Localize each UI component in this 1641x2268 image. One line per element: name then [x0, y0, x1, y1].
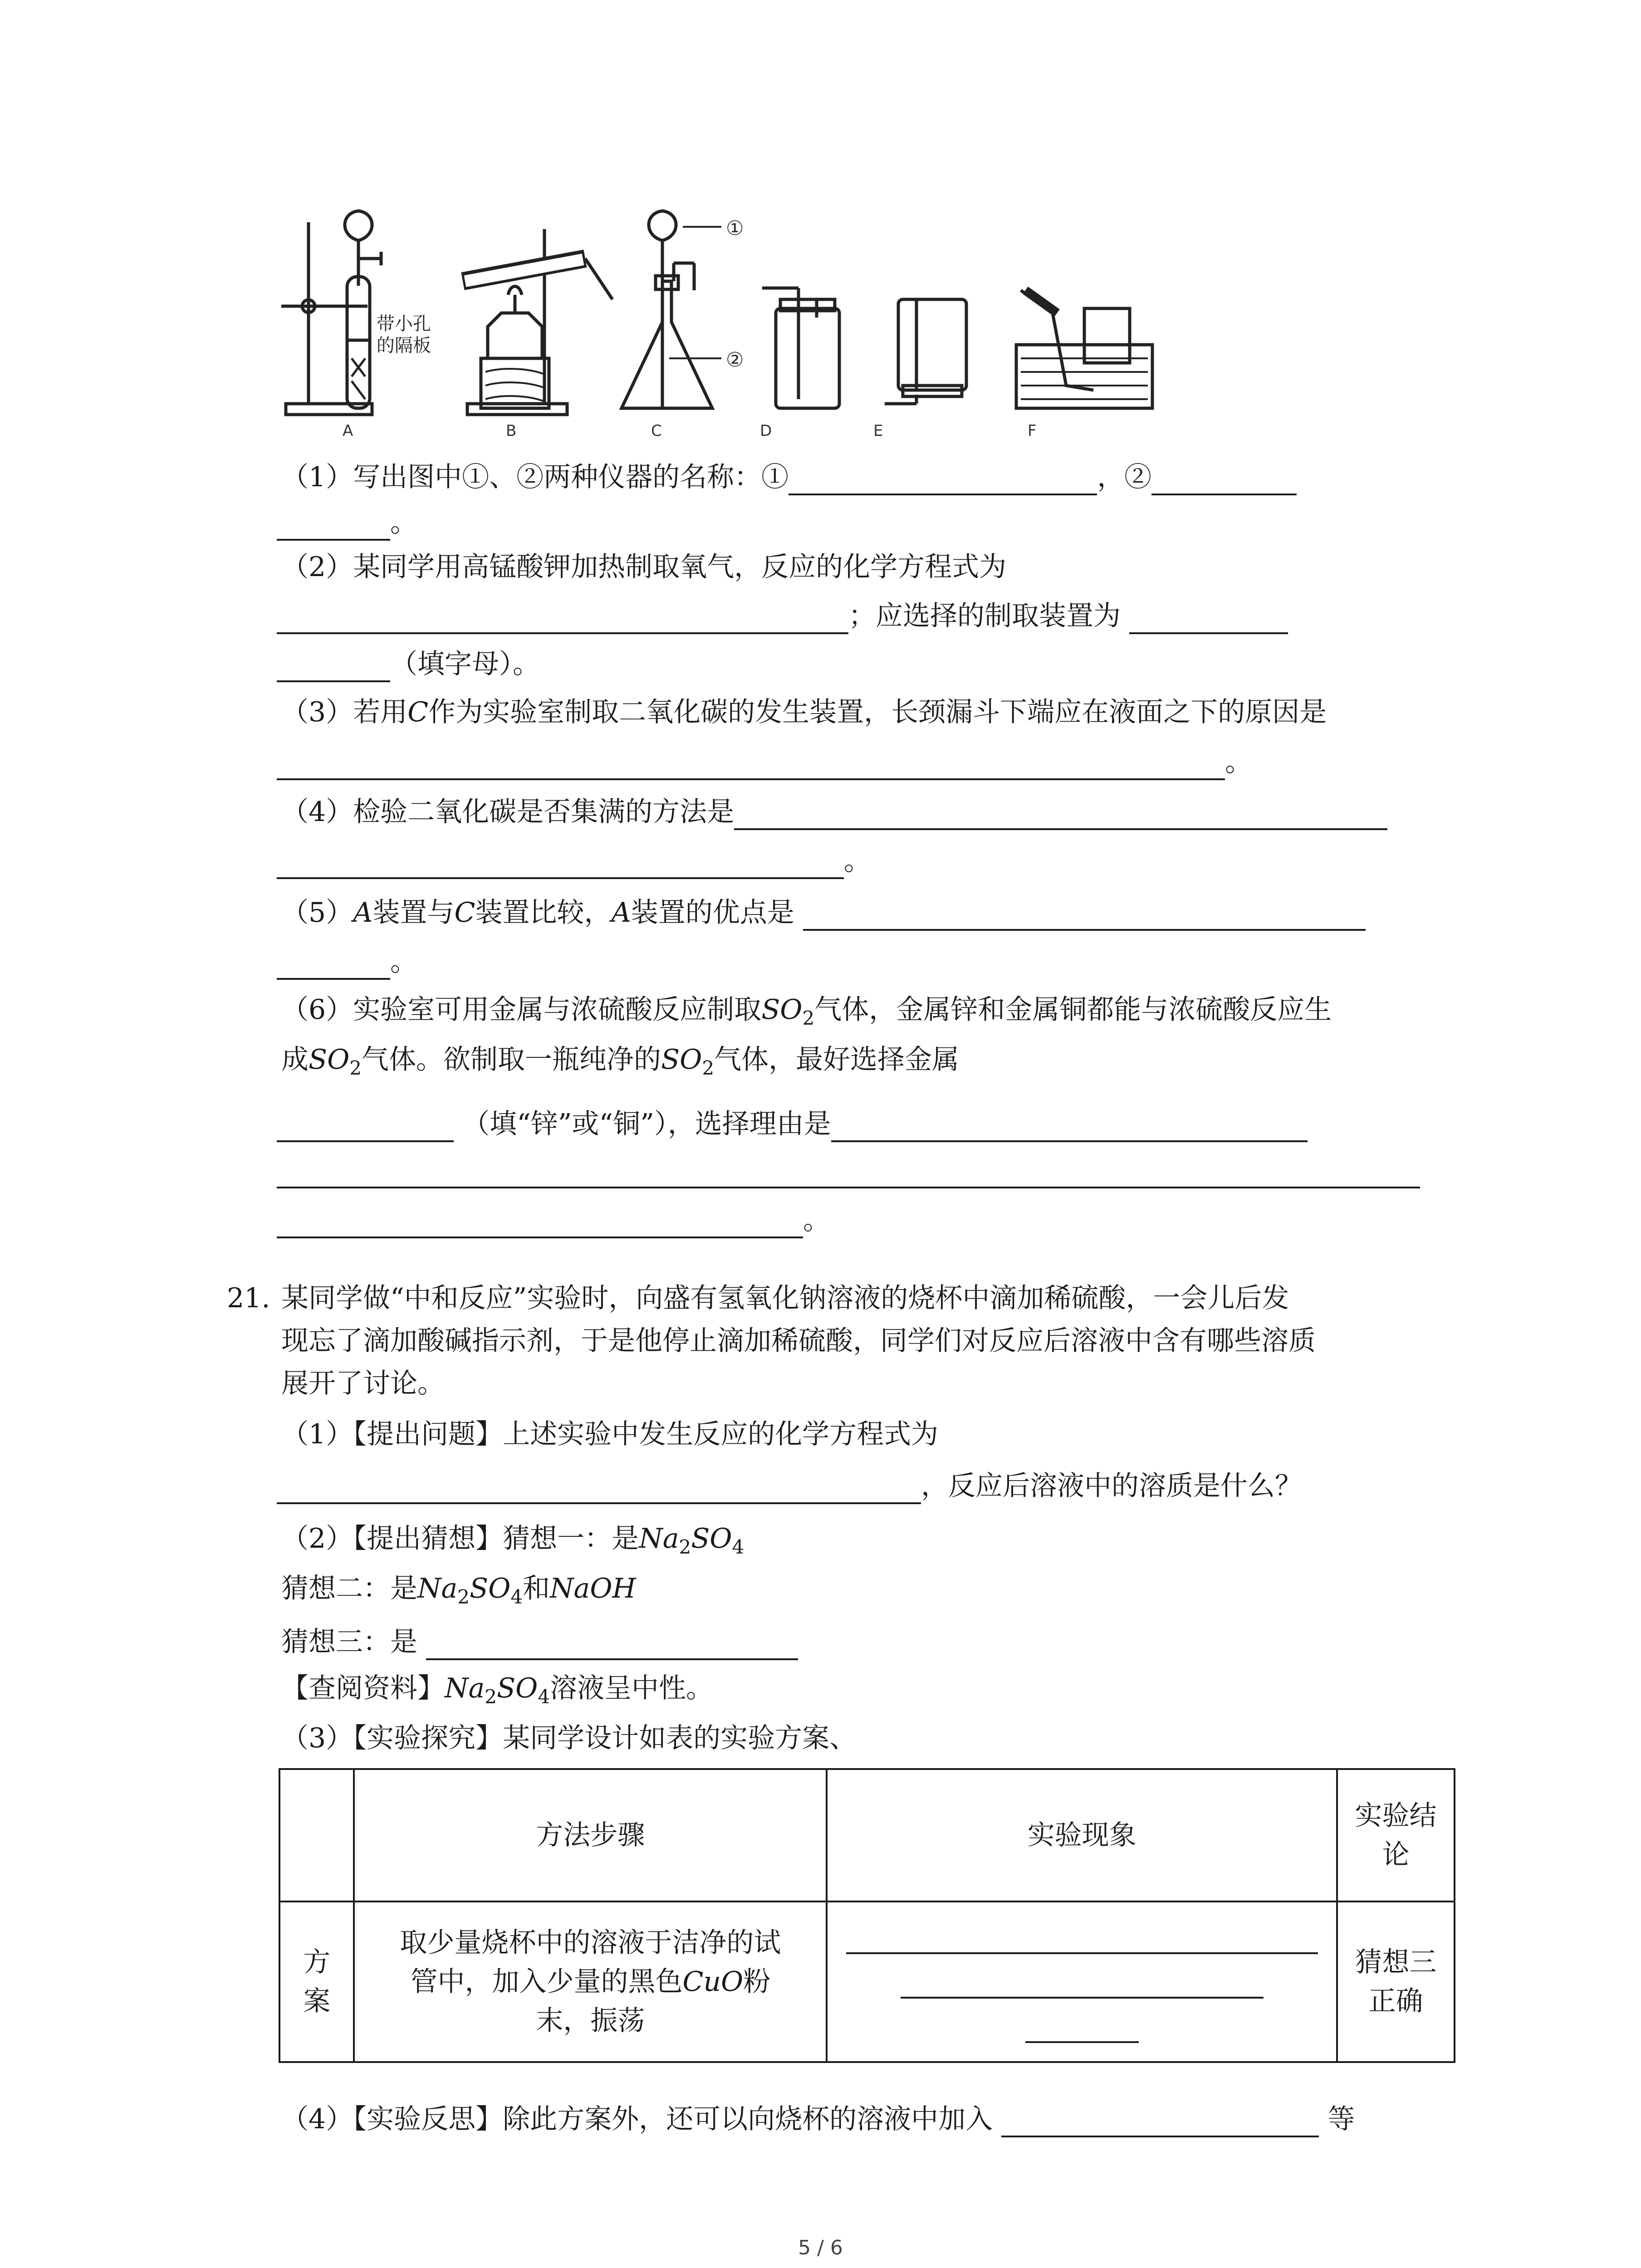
figure-label-a: A	[343, 422, 353, 440]
table-header-blank	[279, 1769, 354, 1901]
q20-part6-line5: 。	[277, 1202, 830, 1238]
q20-part3: （3）若用C作为实验室制取二氧化碳的发生装置，长颈漏斗下端应在液面之下的原因是	[281, 696, 1327, 728]
q20-part1-blank-1[interactable]	[789, 464, 1097, 495]
q21-part1: （1）【提出问题】上述实验中发生反应的化学方程式为	[281, 1418, 939, 1450]
experiment-table	[279, 1768, 1455, 2063]
q20-part6-line2: 成$SO_2$气体。欲制取一瓶纯净的$SO_2$气体，最好选择金属	[281, 1044, 960, 1079]
q20-part4-blank-a[interactable]	[734, 799, 1387, 830]
q20-part4-cont: 。	[277, 843, 871, 879]
q20-part1-blank-2a[interactable]	[1151, 464, 1297, 495]
figure-label-e: E	[873, 422, 883, 440]
table-row	[279, 1901, 1455, 2062]
q20-part6-line1: （6）实验室可用金属与浓硫酸反应制取$SO_2$气体，金属锌和金属铜都能与浓硫酸反应生	[281, 994, 1332, 1029]
figure-label-f: F	[1028, 422, 1037, 440]
q21-part4-blank[interactable]	[1001, 2107, 1319, 2137]
table-conclusion-cell: 猜想三 正确	[1337, 1901, 1455, 2062]
figure-callout-1: ①	[726, 217, 744, 240]
q21-part1-equation-blank[interactable]	[277, 1473, 921, 1504]
apparatus-f	[1016, 290, 1152, 408]
q21-guess3: 猜想三：是	[281, 1624, 798, 1660]
q20-part2-device-blank-b[interactable]	[277, 651, 390, 682]
table-phenomenon-blank-2[interactable]	[901, 1968, 1264, 1999]
q20-part2-device-blank-a[interactable]	[1129, 603, 1288, 634]
table-row-label: 方 案	[279, 1901, 354, 2062]
q20-part5-blank-a[interactable]	[803, 900, 1366, 931]
q21-intro-line1: 某同学做“中和反应”实验时，向盛有氢氧化钠溶液的烧杯中滴加稀硫酸，一会儿后发	[281, 1282, 1289, 1314]
q20-part6-line4	[277, 1152, 1420, 1188]
apparatus-b	[463, 229, 612, 415]
q20-part4-blank-b[interactable]	[277, 848, 844, 879]
apparatus-c	[622, 211, 721, 408]
q21-number: 21.	[227, 1282, 270, 1314]
q21-intro-line2: 现忘了滴加酸碱指示剂，于是他停止滴加稀硫酸，同学们对反应后溶液中含有哪些溶质	[281, 1325, 1316, 1357]
figure-callout-2: ②	[726, 348, 744, 371]
figure-label-b: B	[506, 422, 517, 440]
q20-part1-cont: 。	[277, 504, 417, 541]
q20-part5: （5）A装置与C装置比较，A装置的优点是	[281, 894, 1366, 931]
table-phenomenon-cell	[827, 1901, 1337, 2062]
q20-part2-cont: ；应选择的制取装置为	[277, 598, 1288, 634]
q20-part6-line3: （填“锌”或“铜”），选择理由是	[277, 1106, 1308, 1142]
figure-handwritten-label: 带小孔 的隔板	[377, 313, 431, 356]
table-header-method: 方法步骤	[354, 1769, 827, 1901]
q20-part6-metal-blank[interactable]	[277, 1111, 454, 1142]
apparatus-a	[281, 211, 381, 415]
q20-part3-blank[interactable]	[277, 749, 1225, 780]
table-header-phenomenon: 实验现象	[827, 1769, 1337, 1901]
q21-part1-cont: ，反应后溶液中的溶质是什么？	[277, 1468, 1302, 1504]
q20-part1: （1）写出图中①、②两种仪器的名称：① ，②	[281, 459, 1297, 495]
q20-part2-cont2: （填字母）。	[277, 646, 540, 682]
table-header-row	[279, 1769, 1455, 1901]
table-phenomenon-blank-3[interactable]	[1025, 2012, 1139, 2043]
apparatus-figure	[272, 209, 1497, 463]
q20-part2: （2）某同学用高锰酸钾加热制取氧气，反应的化学方程式为	[281, 551, 1007, 583]
figure-label-c: C	[651, 422, 662, 440]
q21-part4: （4）【实验反思】除此方案外，还可以向烧杯的溶液中加入 等	[281, 2101, 1355, 2137]
q21-guess2: 猜想二：是$Na_2SO_4$和NaOH	[281, 1573, 636, 1608]
table-header-conclusion: 实验结 论	[1337, 1769, 1455, 1901]
q20-part2-equation-blank[interactable]	[277, 603, 848, 634]
q20-part1-blank-2b[interactable]	[277, 510, 390, 541]
apparatus-e	[885, 299, 966, 404]
page-number: 5 / 6	[798, 2236, 843, 2259]
q21-guess3-blank[interactable]	[426, 1629, 798, 1660]
q21-part3: （3）【实验探究】某同学设计如表的实验方案、	[281, 1722, 857, 1754]
q20-part6-reason-blank-b[interactable]	[277, 1158, 1420, 1188]
q20-part6-reason-blank-a[interactable]	[831, 1111, 1308, 1142]
q21-part2: （2）【提出猜想】猜想一：是$Na_2SO_4$	[281, 1523, 745, 1558]
q20-part3-cont: 。	[277, 744, 1252, 780]
q20-part6-reason-blank-c[interactable]	[277, 1207, 803, 1238]
table-phenomenon-blank-1[interactable]	[846, 1923, 1318, 1954]
q20-part5-blank-b[interactable]	[277, 949, 390, 980]
figure-label-d: D	[760, 422, 772, 440]
table-method-cell: 取少量烧杯中的溶液于洁净的试 管中，加入少量的黑色CuO粉 末，振荡	[354, 1901, 827, 2062]
q21-intro-line3: 展开了讨论。	[281, 1368, 445, 1399]
q20-part4: （4）检验二氧化碳是否集满的方法是	[281, 794, 1387, 830]
apparatus-d	[762, 288, 839, 408]
q20-part5-cont: 。	[277, 943, 417, 980]
q21-reference: 【查阅资料】$Na_2SO_4$溶液呈中性。	[281, 1672, 714, 1708]
